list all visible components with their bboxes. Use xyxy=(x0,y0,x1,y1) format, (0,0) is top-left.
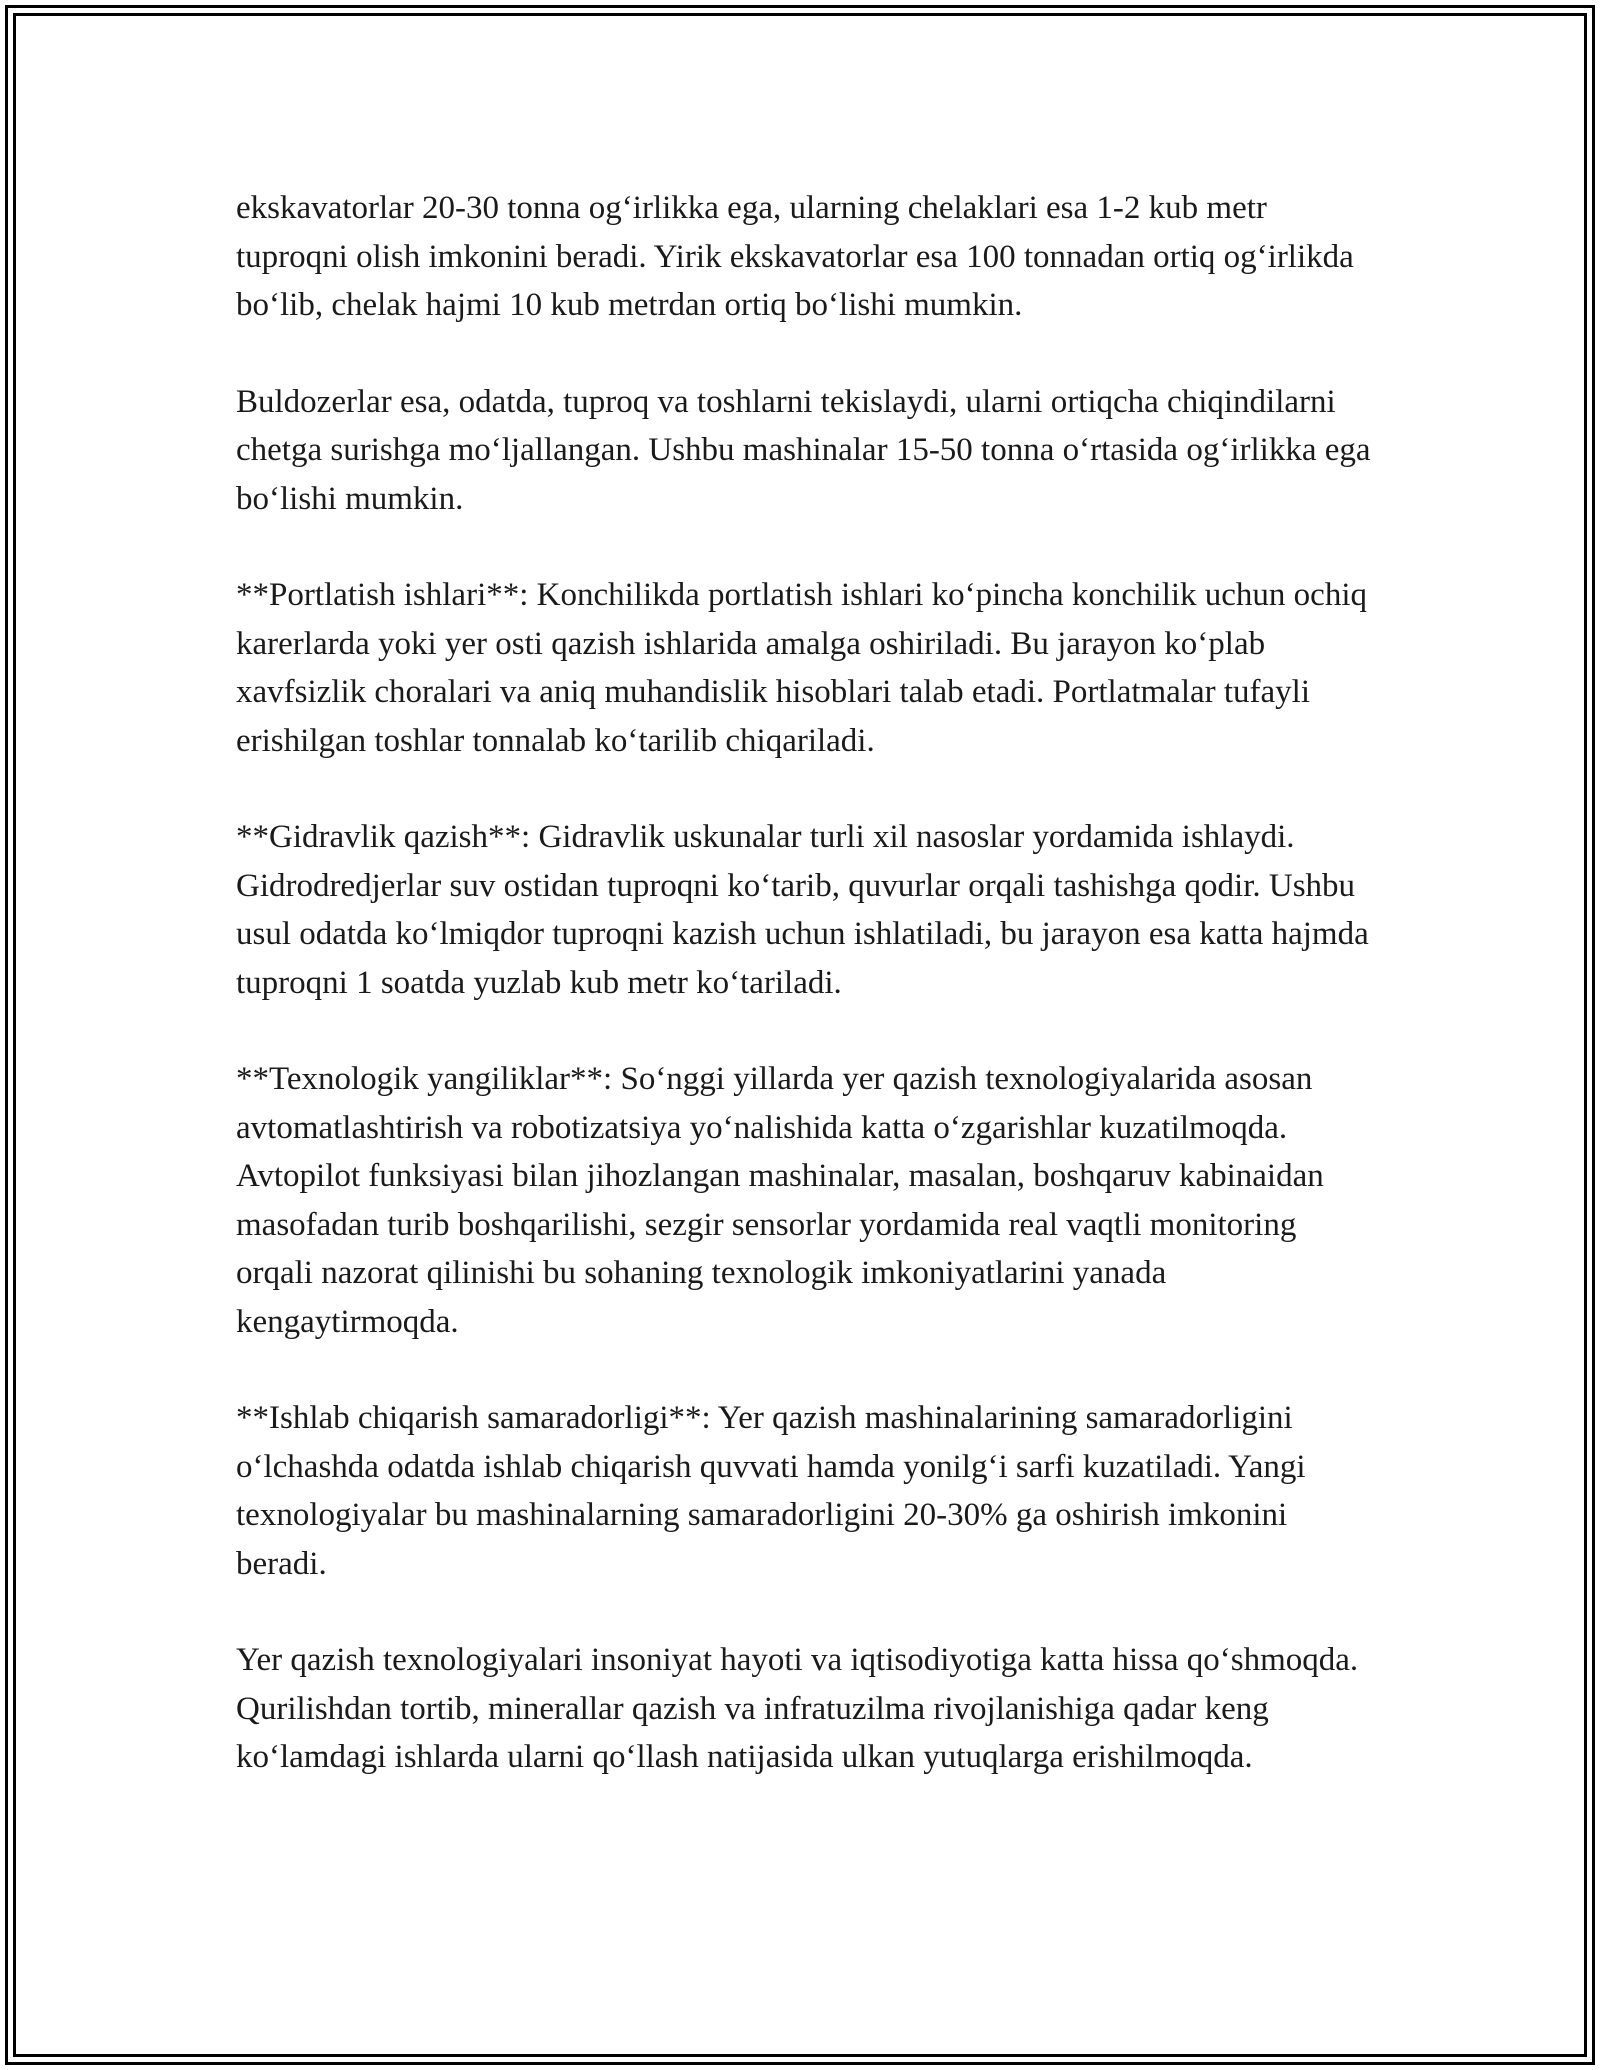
paragraph-bulldozers: Buldozerlar esa, odatda, tuproq va toshlarni tekislaydi, ularni ortiqcha chiqindilarni chetga surishga mo‘ljallangan. Ushbu mashinalar 15-50 tonna o‘rtasida og‘irlikka ega bo‘lishi mumkin. xyxy=(236,383,1371,517)
paragraph-blasting: **Portlatish ishlari**: Konchilikda portlatish ishlari ko‘pincha konchilik uchun ochiq karerlarda yoki yer osti qazish ishlarida amalga oshiriladi. Bu jarayon ko‘plab xavfsizlik choralari va aniq muhandislik hisoblari talab etadi. Portlatmalar tufayli erishilgan toshlar tonnalab ko‘tarilib chiqariladi. xyxy=(236,577,1367,759)
paragraph-hydraulic-digging: **Gidravlik qazish**: Gidravlik uskunalar turli xil nasoslar yordamida ishlaydi. Gidrodredjerlar suv ostidan tuproqni ko‘tarib, quvurlar orqali tashishga qodir. Ushbu usul odatda ko‘lmiqdor tuproqni kazish uchun ishlatiladi, bu jarayon esa katta hajmda tuproqni 1 soatda yuzlab kub metr ko‘tariladi. xyxy=(236,819,1369,1001)
paragraph-tech-innovations: **Texnologik yangiliklar**: So‘nggi yillarda yer qazish texnologiyalarida asosan avtomatlashtirish va robotizatsiya yo‘nalishida katta o‘zgarishlar kuzatilmoqda. Avtopilot funksiyasi bilan jihozlangan mashinalar, masalan, boshqaruv kabinaidan masofadan turib boshqarilishi, sezgir sensorlar yordamida real vaqtli monitoring orqali nazorat qilinishi bu sohaning texnologik imkoniyatlarini yanada kengaytirmoqda. xyxy=(236,1061,1324,1340)
document-body xyxy=(236,184,1371,1830)
paragraph-excavators: ekskavatorlar 20-30 tonna og‘irlikka ega, ularning chelaklari esa 1-2 kub metr tuproqni olish imkonini beradi. Yirik ekskavatorlar esa 100 tonnadan ortiq og‘irlikda bo‘lib, chelak hajmi 10 kub metrdan ortiq bo‘lishi mumkin. xyxy=(236,190,1354,323)
paragraph-efficiency: **Ishlab chiqarish samaradorligi**: Yer qazish mashinalarining samaradorligini o‘lchashda odatda ishlab chiqarish quvvati hamda yonilg‘i sarfi kuzatiladi. Yangi texnologiyalar bu mashinalarning samaradorligini 20-30% ga oshirish imkonini beradi. xyxy=(236,1400,1306,1582)
paragraph-conclusion: Yer qazish texnologiyalari insoniyat hayoti va iqtisodiyotiga katta hissa qo‘shmoqda. Qurilishdan tortib, minerallar qazish va infratuzilma rivojlanishiga qadar keng ko‘lamdagi ishlarda ularni qo‘llash natijasida ulkan yutuqlarga erishilmoqda. xyxy=(236,1642,1359,1775)
